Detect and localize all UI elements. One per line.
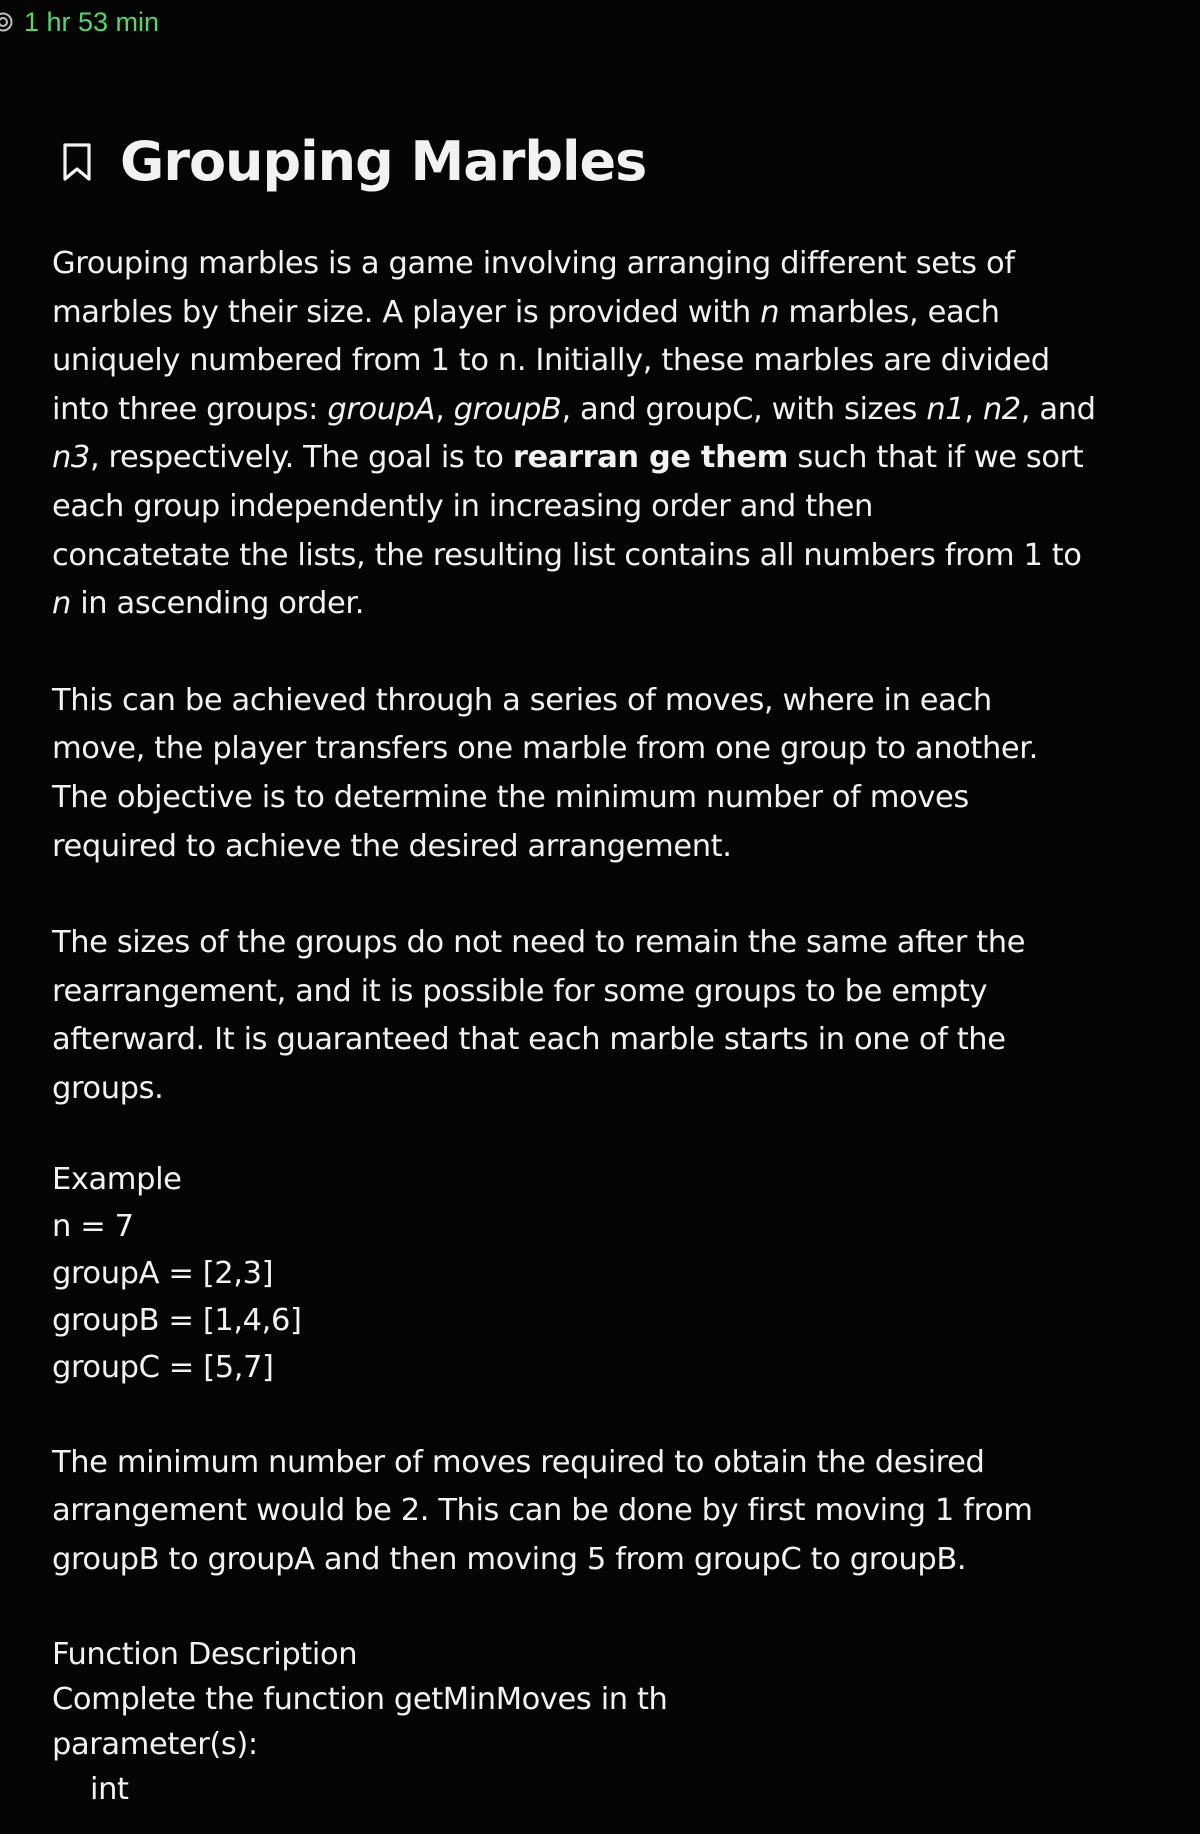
text-line: parameter(s): [52,1727,258,1763]
text-line: into three groups: groupA, groupB, and groupC, with sizes n1, n2, and [52,391,1096,427]
text-line: n in ascending order. [52,586,365,622]
text-line: This can be achieved through a series of moves, where in each [52,682,992,718]
timer-text: 1 hr 53 min [24,7,160,37]
problem-content [52,120,1097,1812]
problem-description [52,240,1097,1812]
paragraph-moves [52,677,1097,871]
text-line: Complete the function getMinMoves in th [52,1682,668,1718]
text-line: groups. [52,1070,164,1106]
problem-title: Grouping Marbles [120,130,647,193]
text-line: marbles by their size. A player is provided with n marbles, each [52,294,1000,330]
text-line: required to achieve the desired arrangement. [52,828,732,864]
function-heading: Function Description [52,1637,358,1673]
text-line: Grouping marbles is a game involving arranging different sets of [52,246,1015,281]
text-line: arrangement would be 2. This can be done by first moving 1 from [52,1493,1033,1529]
example-explanation [52,1439,1097,1585]
parameter-type: int [90,1772,129,1808]
example-group-b: groupB = [1,4,6] [52,1302,302,1338]
text-line: n3, respectively. The goal is to rearran ge them such that if we sort [52,440,1084,476]
paragraph-constraints [52,919,1097,1113]
problem-header [52,120,1097,204]
example-group-c: groupC = [5,7] [52,1349,274,1385]
text-line: afterward. It is guaranteed that each marble starts in one of the [52,1022,1006,1058]
text-line: The minimum number of moves required to obtain the desired [52,1444,985,1480]
example-group-a: groupA = [2,3] [52,1255,274,1291]
timer [0,6,159,38]
text-line: move, the player transfers one marble from one group to another. [52,731,1038,767]
text-line: The sizes of the groups do not need to remain the same after the [52,925,1026,961]
paragraph-intro [52,240,1097,629]
text-line: rearrangement, and it is possible for some groups to be empty [52,973,988,1009]
example-block [52,1156,1097,1391]
text-line: each group independently in increasing order and then [52,488,873,524]
timer-icon [0,11,14,33]
example-heading: Example [52,1161,182,1197]
text-line: groupB to groupA and then moving 5 from groupC to groupB. [52,1541,967,1577]
example-n: n = 7 [52,1208,134,1244]
function-description [52,1632,1097,1812]
text-line: uniquely numbered from 1 to n. Initially, these marbles are divided [52,343,1050,379]
text-line: The objective is to determine the minimum number of moves [52,779,969,815]
bookmark-icon[interactable] [60,142,94,182]
text-line: concatetate the lists, the resulting list contains all numbers from 1 to [52,537,1082,573]
